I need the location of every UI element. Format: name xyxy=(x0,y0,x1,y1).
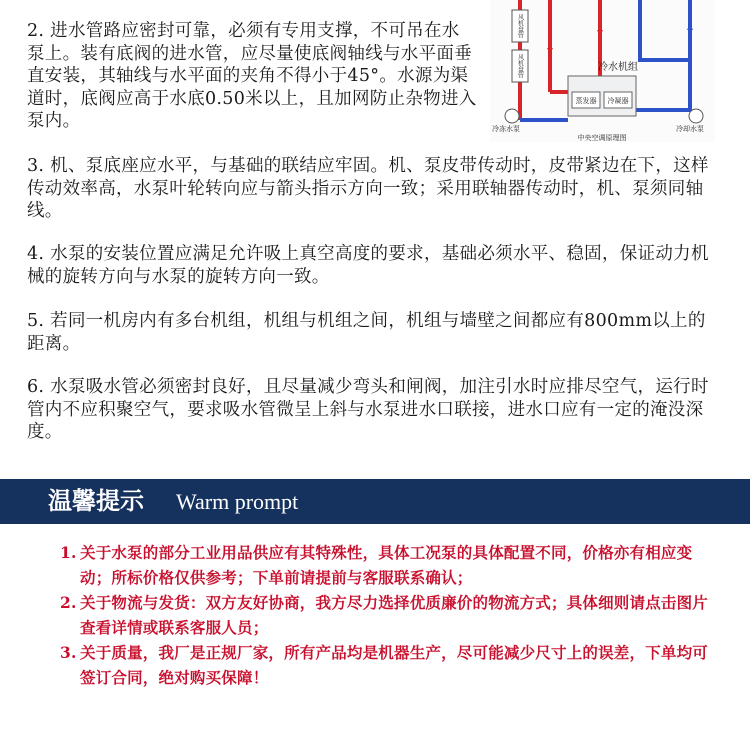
banner-title-en: Warm prompt xyxy=(176,489,299,514)
condenser-label: 冷凝器 xyxy=(607,97,629,105)
central-ac-diagram xyxy=(490,0,715,142)
svg-text:风机盘管: 风机盘管 xyxy=(516,14,524,38)
warm-prompt-banner xyxy=(0,479,750,524)
paragraph-6: 6. 水泵吸水管必须密封良好，且尽量减少弯头和闸阀，加注引水时应排尽空气，运行时管内不应积聚空气，要求吸水管微呈上斜与水泵进水口联接，进水口应有一定的淹没深度。 xyxy=(27,377,709,442)
paragraph-3: 3. 机、泵底座应水平，与基础的联结应牢固。机、泵皮带传动时，皮带紧边在下，这样传动效率高，水泵叶轮转向应与箭头指示方向一致；采用联轴器传动时，机、泵须同轴线。 xyxy=(27,156,709,221)
diagram-caption: 中央空调原理图 xyxy=(577,134,627,142)
fan-coil-unit-2 xyxy=(512,50,528,82)
note-text: 关于质量，我厂是正规厂家，所有产品均是机器生产，尽可能减少尺寸上的误差，下单均可签订合同，绝对购买保障！ xyxy=(80,643,709,687)
paragraph-5: 5. 若同一机房内有多台机组，机组与机组之间，机组与墙壁之间都应有800mm以上的距离。 xyxy=(27,311,706,354)
note-text: 关于水泵的部分工业用品供应有其特殊性，具体工况泵的具体配置不同，价格亦有相应变动；所标价格仅供参考；下单前请提前与客服联系确认； xyxy=(80,543,693,587)
note-item xyxy=(60,640,710,690)
note-item xyxy=(60,540,710,590)
note-number: 2. xyxy=(60,593,77,612)
note-text: 关于物流与发货：双方友好协商，我方尽力选择优质廉价的物流方式；具体细则请点击图片查看详情或联系客服人员； xyxy=(80,593,709,637)
paragraph-2: 2. 进水管路应密封可靠，必须有专用支撑，不可吊在水泵上。装有底阀的进水管，应尽量使底阀轴线与水平面垂直安装，其轴线与水平面的夹角不得小于45°。水源为渠道时，底阀应高于水底0.50米以上，且加网防止杂物进入泵内。 xyxy=(27,21,477,131)
banner-title-cn: 温馨提示 xyxy=(48,487,144,515)
evaporator-label: 蒸发器 xyxy=(575,97,597,105)
note-number: 3. xyxy=(60,643,77,662)
left-pump-icon xyxy=(505,109,519,123)
note-number: 1. xyxy=(60,543,77,562)
fan-coil-unit-1 xyxy=(512,10,528,42)
left-pump-label: 冷冻水泵 xyxy=(492,125,520,133)
right-pump-label: 冷却水泵 xyxy=(676,125,704,133)
notes-list xyxy=(60,540,710,690)
chiller-label: 冷水机组 xyxy=(598,62,638,73)
svg-text:风机盘管: 风机盘管 xyxy=(516,54,524,78)
right-pump-icon xyxy=(689,109,703,123)
paragraph-4: 4. 水泵的安装位置应满足允许吸上真空高度的要求，基础必须水平、稳固，保证动力机械的旋转方向与水泵的旋转方向一致。 xyxy=(27,244,709,287)
note-item xyxy=(60,590,710,640)
